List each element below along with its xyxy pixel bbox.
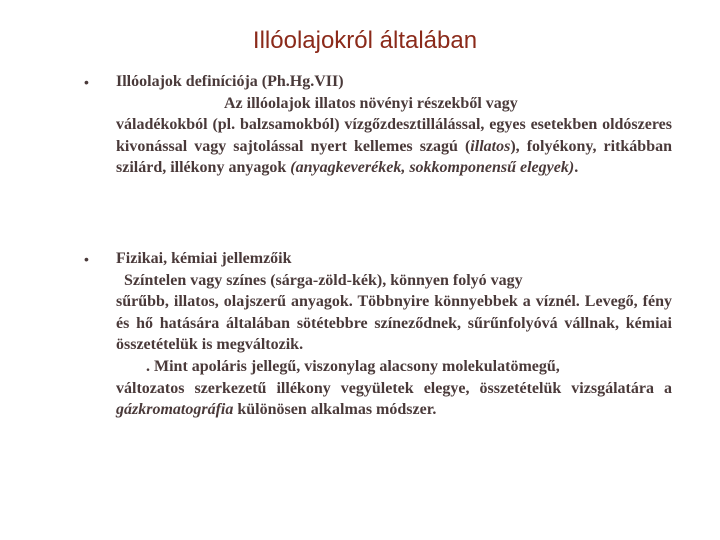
definition-line: Az illóolajok illatos növényi részekből vagy <box>224 94 518 112</box>
properties-text: változatos szerkezetű illékony vegyületek elegye, összetételük vizsgálatára a <box>116 379 672 397</box>
definition-text: váladékokból (pl. balzsamokból) vízgőzdesztillálással, egyes esetekben oldószeres kivonással vagy sajtolással nyert kellemes szagú ( <box>116 116 672 155</box>
properties-line: . Mint apoláris jellegű, viszonylag alacsony molekulatömegű, <box>146 357 560 375</box>
properties-line: Színtelen vagy színes (sárga-zöld-kék), könnyen folyó vagy <box>124 271 523 289</box>
section-definition <box>116 71 672 179</box>
section-heading: Illóolajok definíciója (Ph.Hg.VII) <box>116 73 344 90</box>
properties-italic: gázkromatográfia <box>116 401 234 419</box>
section-properties <box>116 248 672 421</box>
definition-text: ), folyékony, ritkábban szilárd, illékony anyagok <box>116 137 672 177</box>
definition-text: . <box>574 159 579 177</box>
properties-text: különösen alkalmas módszer. <box>233 401 437 419</box>
definition-italic: illatos <box>470 137 511 155</box>
page-title: Illóolajokról általában <box>252 27 478 54</box>
definition-italic: (anyagkeverékek, sokkomponensű elegyek) <box>290 159 575 177</box>
properties-paragraph <box>116 378 672 421</box>
section-heading: Fizikai, kémiai jellemzőik <box>116 250 292 267</box>
bullet-2: • <box>84 251 89 267</box>
definition-paragraph <box>116 114 672 179</box>
bullet-1: • <box>84 74 89 90</box>
properties-paragraph: sűrűbb, illatos, olajszerű anyagok. Többnyire könnyebbek a víznél. Levegő, fény és hő hatására általában sötétebbre színeződnek, sűrűnfolyóvá vállnak, kémiai összetételük is megváltozik. <box>116 293 672 354</box>
